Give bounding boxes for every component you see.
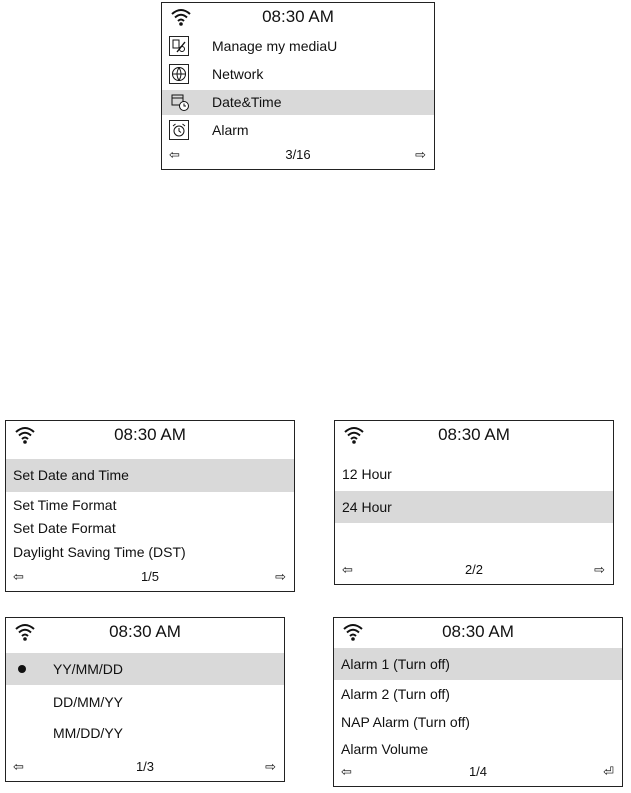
alarm-icon xyxy=(169,120,189,140)
option-yy-mm-dd[interactable] xyxy=(6,653,284,685)
option-label: MM/DD/YY xyxy=(53,725,123,741)
menu-item-set-time-format[interactable] xyxy=(6,493,294,518)
menu-item-label: Set Date Format xyxy=(13,520,116,536)
clock-time: 08:30 AM xyxy=(114,425,186,444)
page-indicator: 1/4 xyxy=(468,764,488,779)
time-format-screen xyxy=(334,420,614,585)
clock-time: 08:30 AM xyxy=(262,7,334,26)
main-menu-screen xyxy=(161,2,435,170)
menu-item-label: Alarm Volume xyxy=(341,741,429,757)
left-arrow-icon[interactable]: ⇦ xyxy=(13,759,24,774)
status-bar xyxy=(162,3,434,33)
date-time-screen xyxy=(5,420,295,592)
footer-nav xyxy=(6,569,294,587)
menu-item-alarm-1[interactable] xyxy=(334,648,622,680)
left-arrow-icon[interactable]: ⇦ xyxy=(13,569,24,584)
page-indicator: 3/16 xyxy=(285,147,311,162)
right-arrow-icon[interactable]: ⇨ xyxy=(415,147,426,162)
menu-item-set-date-format[interactable] xyxy=(6,516,294,541)
option-label: YY/MM/DD xyxy=(53,661,123,677)
footer-nav xyxy=(162,147,434,165)
menu-item-label: Set Time Format xyxy=(13,497,117,513)
menu-item-alarm-2[interactable] xyxy=(334,682,622,707)
menu-item-label: Network xyxy=(212,66,264,82)
menu-item-nap-alarm[interactable] xyxy=(334,710,622,735)
date-format-screen xyxy=(5,617,285,782)
page-indicator: 1/3 xyxy=(135,759,155,774)
menu-item-network[interactable] xyxy=(162,62,434,87)
menu-item-date-time[interactable] xyxy=(162,90,434,115)
option-label: DD/MM/YY xyxy=(53,694,123,710)
enter-icon[interactable]: ⏎ xyxy=(603,764,614,779)
page-indicator: 1/5 xyxy=(140,569,160,584)
option-24-hour[interactable] xyxy=(335,491,613,523)
right-arrow-icon[interactable]: ⇨ xyxy=(275,569,286,584)
page-indicator: 2/2 xyxy=(464,562,484,577)
menu-item-label: Set Date and Time xyxy=(13,467,129,483)
selected-bullet-icon xyxy=(18,665,26,673)
option-label: 12 Hour xyxy=(342,466,392,482)
clock-time: 08:30 AM xyxy=(109,622,181,641)
menu-item-label: Daylight Saving Time (DST) xyxy=(13,544,186,560)
menu-item-alarm-volume[interactable] xyxy=(334,737,622,762)
menu-item-label: Manage my mediaU xyxy=(212,38,338,54)
menu-item-manage-my-mediau[interactable] xyxy=(162,34,434,59)
option-12-hour[interactable] xyxy=(335,462,613,487)
left-arrow-icon[interactable]: ⇦ xyxy=(342,562,353,577)
menu-item-label: Alarm 1 (Turn off) xyxy=(341,656,450,672)
right-arrow-icon[interactable]: ⇨ xyxy=(265,759,276,774)
status-bar xyxy=(6,618,284,648)
option-mm-dd-yy[interactable] xyxy=(6,721,284,746)
right-arrow-icon[interactable]: ⇨ xyxy=(594,562,605,577)
clock-calendar-icon xyxy=(171,93,191,113)
clock-time: 08:30 AM xyxy=(438,425,510,444)
menu-item-label: NAP Alarm (Turn off) xyxy=(341,714,470,730)
menu-item-label: Date&Time xyxy=(212,94,282,110)
option-label: 24 Hour xyxy=(342,499,392,515)
network-icon xyxy=(169,64,189,84)
status-bar xyxy=(6,421,294,451)
status-bar xyxy=(334,618,622,648)
media-icon xyxy=(169,36,189,56)
menu-item-alarm[interactable] xyxy=(162,118,434,143)
status-bar xyxy=(335,421,613,451)
menu-item-dst[interactable] xyxy=(6,540,294,565)
footer-nav xyxy=(6,759,284,777)
left-arrow-icon[interactable]: ⇦ xyxy=(169,147,180,162)
menu-item-set-date-and-time[interactable] xyxy=(6,459,294,492)
option-dd-mm-yy[interactable] xyxy=(6,690,284,715)
alarm-screen xyxy=(333,617,623,787)
menu-item-label: Alarm xyxy=(212,122,249,138)
menu-item-label: Alarm 2 (Turn off) xyxy=(341,686,450,702)
footer-nav xyxy=(334,764,622,782)
clock-time: 08:30 AM xyxy=(442,622,514,641)
footer-nav xyxy=(335,562,613,580)
left-arrow-icon[interactable]: ⇦ xyxy=(341,764,352,779)
